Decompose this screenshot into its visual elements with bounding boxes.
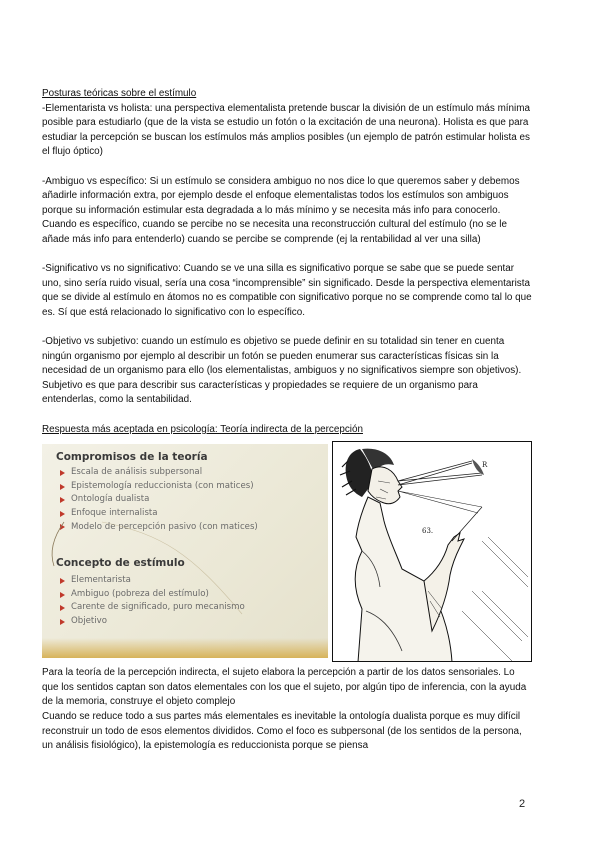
bullet-icon [60,484,65,490]
bullet-icon [60,619,65,625]
slide-title-commitments: Compromisos de la teoría [56,451,208,464]
paragraph-dualist-ontology: Cuando se reduce todo a sus partes más elementales es inevitable la ontología dualista porque es muy difícil reconstruir un todo de esos elementos divididos. Como el foco es subpersonal (de los sentidos de la persona, un análisis fisiológico), la epistemología es reduccionista porque se piensa [42,711,522,752]
stimulus-item: Elementarista [60,574,245,588]
stimulus-item: Ambiguo (pobreza del estímulo) [60,588,245,602]
theory-slide [42,444,328,658]
commitment-item: Ontología dualista [60,493,258,507]
page-number: 2 [519,798,526,810]
stimulus-concept-list [60,574,245,628]
commitments-list [60,466,258,534]
paragraph-indirect-theory: Para la teoría de la percepción indirecta, el sujeto elabora la percepción a partir de los datos sensoriales. Lo que los sentidos captan son datos elementales con los que el sujeto, por algún tipo de inferencia, con la ayuda de la memoria, construye el objeto complejo [42,667,527,708]
document-page [42,87,532,754]
descartes-engraving-image [332,441,532,662]
section-heading-indirect-theory: Respuesta más aceptada en psicología: Teoría indirecta de la percepción [42,423,363,435]
slide-bottom-strip [42,638,328,658]
engraving-fig-number: 63. [422,527,434,536]
commitment-item: Escala de análisis subpersonal [60,466,258,480]
commitment-item: Epistemología reduccionista (con matices) [60,480,258,494]
theory-figure [42,441,532,662]
slide-title-stimulus-concept: Concepto de estímulo [56,557,185,570]
paragraph-objetivo: -Objetivo vs subjetivo: cuando un estímulo es objetivo se puede definir en su totalidad sin tener en cuenta ningún organismo por ejemplo al describir un fotón se pueden enumerar sus características físicas sin la necesidad de un organismo para ello (los elementalistas, ambiguos y no significativos siempre son objetivos). Subjetivo es que para describir sus características y propiedades se requiere de un organismo para entenderlas, como la sentabilidad. [42,336,522,406]
paragraph-elementarista: -Elementarista vs holista: una perspectiva elementalista pretende buscar la división de un estímulo más mínima posible para estudiarlo (que de la vista se estudio un fotón o la excitación de una neurona). Holista es que para estudiar la percepción se buscan los estímulos más amplios posibles (un ejemplo de patrón estimular holista es el flujo óptico) [42,102,530,158]
stimulus-item: Objetivo [60,615,245,629]
paragraph-ambiguo: -Ambiguo vs específico: Si un estímulo se considera ambiguo no nos dice lo que queremos saber y debemos añadirle información extra, por ejemplo desde el enfoque elementalistas todos los estímulos son ambiguos porque su información estimular esta degradada a lo más mínimo y se necesita más info para conocerlo. Cuando es específico, cuando se percibe no se necesita una reconstrucción cultural del estímulo (no se le añade más info para entenderlo) cuando se percibe se comprende (ej la rentabilidad al ver una silla) [42,175,520,245]
bullet-icon [60,511,65,517]
bullet-icon [60,592,65,598]
stimulus-item: Carente de significado, puro mecanismo [60,601,245,615]
section-heading-postures: Posturas teóricas sobre el estímulo [42,88,197,99]
bullet-icon [60,470,65,476]
bullet-icon [60,605,65,611]
commitment-item: Enfoque internalista [60,507,258,521]
engraving-letter: R [482,461,488,470]
commitment-item: Modelo de percepción pasivo (con matices) [60,521,258,535]
paragraph-significativo: -Significativo vs no significativo: Cuando se ve una silla es significativo porque se sabe que se puede sentar uno, sino sería ruido visual, sería una cosa “incomprensible” sin significado. Desde la perspectiva elementarista que se divide al estímulo en átomos no es compatible con significativo porque no se comprende como tal lo que es. Sí que está relacionado lo significativo con lo específico. [42,263,532,318]
bullet-icon [60,578,65,584]
bullet-icon [60,497,65,503]
bullet-icon [60,524,65,530]
